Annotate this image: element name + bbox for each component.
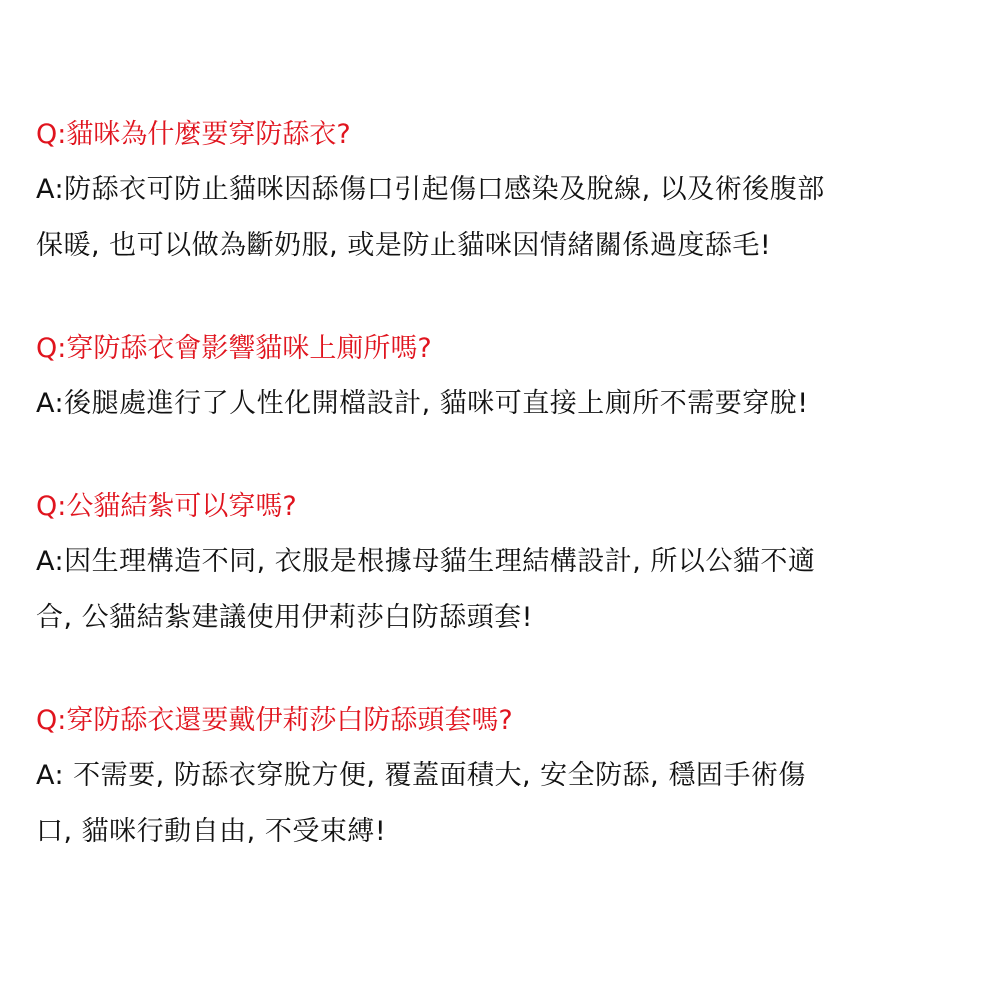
- faq-item-4: [36, 698, 976, 860]
- faq-answer-2: [36, 376, 976, 432]
- faq-item-1: [36, 112, 976, 274]
- faq-question-3: Q:公貓結紮可以穿嗎?: [36, 491, 297, 522]
- faq-question-2: Q:穿防舔衣會影響貓咪上廁所嗎?: [36, 333, 432, 364]
- faq-answer-4-line-1: A: 不需要, 防舔衣穿脫方便, 覆蓋面積大, 安全防舔, 穩固手術傷: [36, 760, 806, 791]
- faq-list: [36, 112, 976, 912]
- faq-question-4: Q:穿防舔衣還要戴伊莉莎白防舔頭套嗎?: [36, 705, 513, 736]
- faq-question-1: Q:貓咪為什麼要穿防舔衣?: [36, 119, 351, 150]
- faq-item-2: [36, 326, 976, 432]
- faq-answer-3: [36, 534, 976, 646]
- faq-answer-1: [36, 162, 976, 274]
- faq-answer-4: [36, 748, 976, 860]
- faq-answer-3-line-1: A:因生理構造不同, 衣服是根據母貓生理結構設計, 所以公貓不適: [36, 546, 816, 577]
- faq-answer-1-line-1: A:防舔衣可防止貓咪因舔傷口引起傷口感染及脫線, 以及術後腹部: [36, 174, 825, 205]
- faq-answer-4-line-2: 口, 貓咪行動自由, 不受束縛!: [36, 816, 387, 847]
- faq-answer-3-line-2: 合, 公貓結紮建議使用伊莉莎白防舔頭套!: [36, 602, 533, 633]
- faq-item-3: [36, 484, 976, 646]
- faq-answer-2-line-1: A:後腿處進行了人性化開檔設計, 貓咪可直接上廁所不需要穿脫!: [36, 388, 809, 419]
- faq-answer-1-line-2: 保暖, 也可以做為斷奶服, 或是防止貓咪因情緒關係過度舔毛!: [36, 230, 772, 261]
